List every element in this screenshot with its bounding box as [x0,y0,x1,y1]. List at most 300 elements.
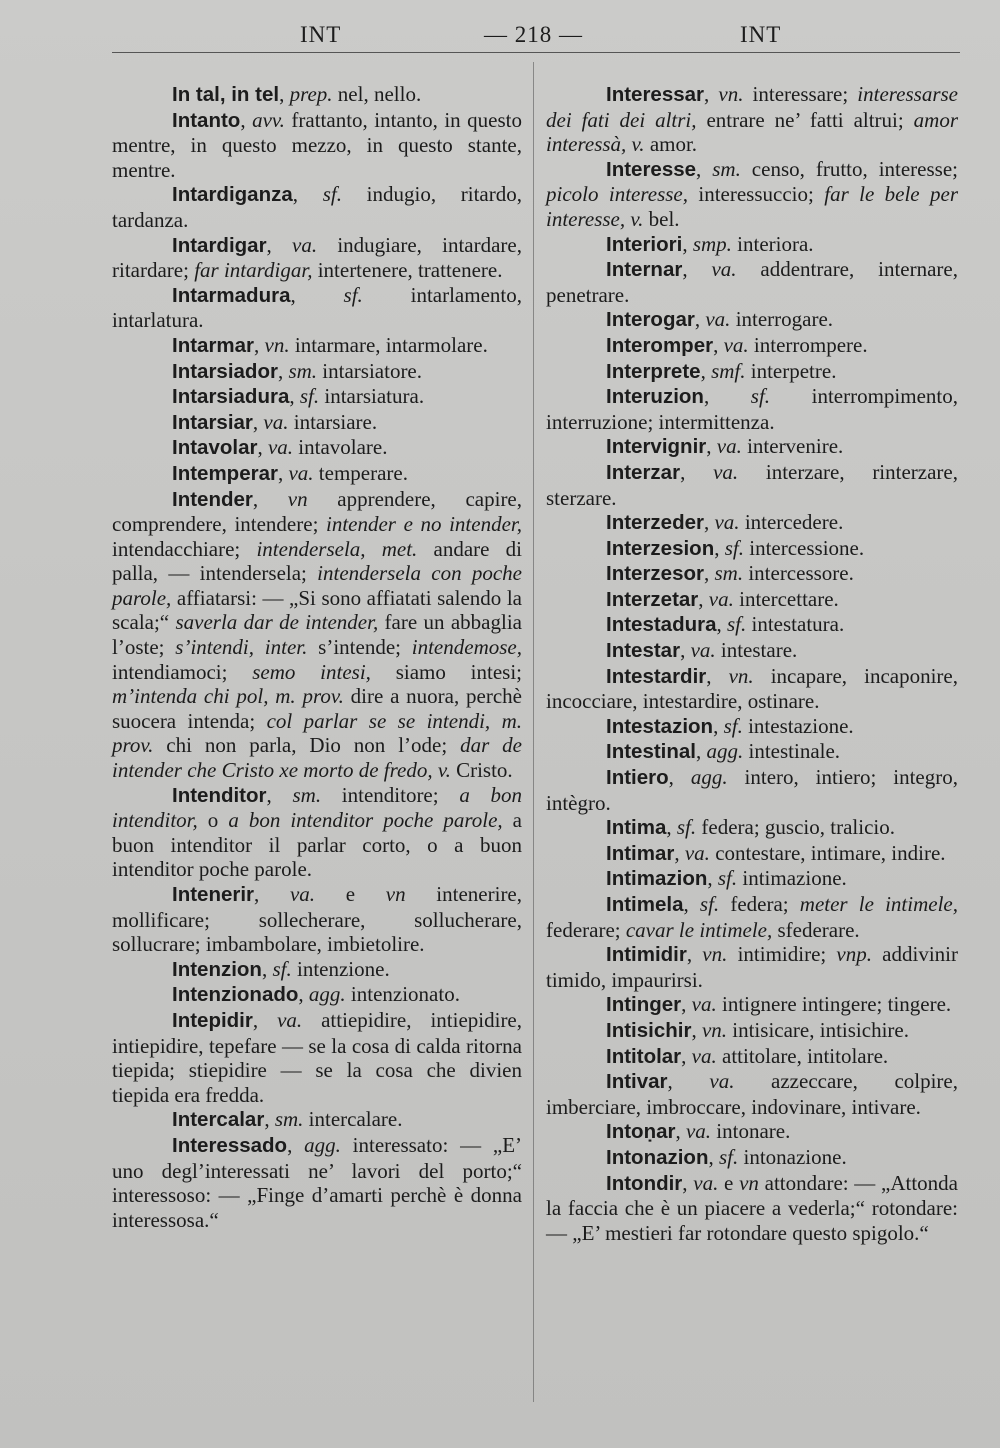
entry-italic-text: sf. [272,956,292,981]
dictionary-entry [546,257,958,307]
entry-text: apprendere, capire, comprendere, intendere; [112,486,523,537]
entry-text: intarsiatore. [317,358,423,383]
entry-text: intero, intiero; integro, intègro. [546,765,959,815]
entry-text: intarsiatura. [319,384,425,409]
entry-headword: Interzar [606,460,681,484]
dictionary-entry [546,664,958,714]
entry-headword: Interprete [606,359,701,383]
entry-text: intendacchiare; [112,536,257,561]
entry-headword: Interzesion [606,536,715,560]
page-number: — 218 — [484,22,583,47]
entry-text: Cristo. [450,758,513,783]
entry-text: intarsiare. [288,409,378,434]
entry-text: , [277,358,289,383]
entry-text: indugiare, intardare, ritardare; [112,232,522,283]
dictionary-entry [546,612,958,638]
entry-text: , [254,882,290,906]
entry-text: , [254,332,265,357]
entry-text: , [264,1107,275,1132]
entry-text: intestatura. [746,612,845,637]
dictionary-entry [112,1133,522,1232]
entry-headword: Intestardir [606,664,707,688]
entry-italic-text: agg. [308,982,346,1007]
entry-text: , [703,510,715,535]
entry-italic-text: va. [684,840,710,865]
entry-text: intestare. [715,638,798,663]
entry-headword: Intinger [606,993,682,1017]
header-left-guide-word: INT [300,22,342,47]
entry-text: censo, frutto, interesse; [740,156,958,181]
entry-italic-text: vn. [264,332,290,357]
entry-italic-text: picolo interesse, [546,182,688,207]
entry-italic-text: vn [385,882,406,906]
entry-italic-text: prep. [289,82,333,106]
entry-text: , [292,182,323,207]
dictionary-entry [546,587,958,613]
column-divider [533,62,534,1402]
entry-text: temperare. [313,460,408,485]
dictionary-entry [546,942,958,992]
entry-text: interessare; [743,82,858,106]
entry-text: intenerire, mollificare; sollecherare, sollucherare, sollucrare; imbambolare, imbietolire. [112,882,523,957]
dictionary-entry [546,384,958,434]
entry-text: , [714,535,725,560]
entry-text: intercettare. [733,586,839,611]
entry-italic-text: vn. [702,942,728,967]
dictionary-entry [546,714,958,740]
entry-italic-text: va. [723,332,749,357]
entry-italic-text: sf. [723,713,743,738]
entry-text: , [703,561,715,586]
entry-text: azzeccare, colpire, imberciare, imbroccare, indovinare, intivare. [546,1069,958,1119]
entry-text: intignere intingere; tingere. [716,992,952,1017]
entry-text: sfederare. [772,917,860,942]
header-rule [112,52,960,53]
entry-italic-text: va. [714,510,740,535]
entry-italic-text: va. [263,409,289,434]
entry-text: intimazione. [737,866,847,891]
entry-italic-text: a bon intenditor, [112,782,523,833]
entry-text: , [680,459,714,484]
entry-text: contestare, intimare, indire. [709,840,946,865]
entry-headword: Intondir [606,1171,683,1195]
entry-italic-text: va. [711,257,737,282]
entry-text: attiepidire, intiepidire, intiepidire, tepefare — se la cosa di calda ritorna tiepida; stiepidire — se la cosa che divien tiepida era fredda. [112,1007,523,1107]
entry-headword: Interzetar [606,587,699,611]
dictionary-entry [546,1069,958,1119]
dictionary-entry [112,1107,522,1133]
entry-headword: Intarsiador [172,359,278,383]
entry-italic-text: interessarse dei fati dei altri, [546,82,958,132]
entry-text: a buon intenditor il parlar corto, o a buon intenditor poche parole. [112,808,522,882]
entry-italic-text: vn [739,1170,759,1195]
entry-headword: Interiori [606,232,683,256]
dictionary-entry [546,510,958,536]
entry-text: intarlamento, intarlatura. [112,282,522,333]
entry-headword: Intivar [606,1070,668,1094]
entry-headword: Interessado [172,1133,288,1157]
entry-headword: Intestinal [606,740,696,764]
entry-text: intendiamoci; [112,659,253,684]
entry-headword: Intoṇar [606,1120,676,1144]
entry-text: intercessione. [743,535,865,560]
entry-text: , [694,307,706,332]
entry-text: frattanto, intanto, in questo mentre, in questo mezzo, in questo stante, mentre. [112,107,523,182]
entry-italic-text: intendersela con poche parole, [112,561,522,610]
entry-headword: Intarsiar [172,410,253,434]
entry-italic-text: sm. [712,156,741,181]
entry-italic-text: sf. [750,384,771,409]
entry-italic-text: vn [287,486,308,511]
right-column [546,82,958,1245]
dictionary-entry [546,739,958,765]
entry-headword: Intarmadura [172,283,291,307]
entry-italic-text: sf. [727,612,747,637]
entry-headword: Intervignir [606,435,707,459]
entry-italic-text: va. [292,232,318,257]
entry-text: intimidire; [727,942,837,967]
entry-text: , [289,384,300,409]
header-right-guide-word: INT [740,22,782,47]
entry-text: , [257,435,268,460]
dictionary-entry [546,157,958,232]
entry-italic-text: agg. [304,1132,341,1157]
entry-text: , [668,765,691,790]
dictionary-entry [112,461,522,487]
entry-text: , [666,815,677,840]
entry-italic-text: smf. [711,358,746,383]
entry-text: intestinale. [743,739,841,764]
entry-text: federare; [546,917,626,942]
entry-text: intavolare. [293,435,388,460]
entry-italic-text: va. [693,1170,719,1195]
entry-italic-text: intender e no intender, [326,512,522,537]
entry-headword: Intenerir [172,883,255,906]
dictionary-entry [546,307,958,333]
entry-text: intarmare, intarmolare. [289,332,488,357]
entry-headword: Interessar [606,83,705,106]
dictionary-entry [546,359,958,385]
entry-headword: Intardigar [172,233,267,257]
entry-italic-text: saverla dar de intender, [175,610,379,635]
entry-text: , [716,612,727,637]
entry-headword: Intarsiadura [172,385,290,409]
entry-text: interiora. [731,231,814,256]
entry-italic-text: vn. [701,1017,728,1042]
entry-headword: Intepidir [172,1008,253,1032]
entry-text: interessuccio; [688,182,825,207]
entry-text: intenditore; [321,782,460,807]
entry-italic-text: col parlar se se intendi, m. prov. [112,708,522,758]
entry-text: interzare, rinterzare, sterzare. [546,459,959,510]
entry-text: federa; [719,892,800,916]
entry-headword: Intanto [172,108,241,132]
dictionary-entry [546,561,958,587]
entry-text: , [680,638,691,663]
entry-text: , [682,231,693,256]
entry-text: chi non parla, Dio non l’ode; [153,733,461,758]
entry-text: interrogare. [730,307,834,332]
dictionary-entry [112,182,522,232]
dictionary-entry [546,992,958,1018]
entry-headword: Intimar [606,841,675,865]
entry-text: , [704,82,719,106]
entry-italic-text: sf. [724,535,744,560]
entry-italic-text: sm. [292,782,322,807]
dictionary-entry [546,765,958,815]
entry-italic-text: agg. [690,765,728,790]
entry-italic-text: va. [708,586,734,611]
dictionary-entry [112,783,522,882]
entry-text: , [667,1069,710,1094]
entry-text: intenzione. [291,956,390,981]
entry-headword: Intender [172,487,253,511]
entry-headword: Intardiganza [172,183,293,207]
running-header [112,22,960,52]
entry-italic-text: va. [691,992,717,1017]
left-column [112,82,522,1232]
dictionary-entry [546,460,958,510]
dictionary-entry [112,410,522,436]
entry-text: , [691,1017,702,1042]
entry-italic-text: m’intenda chi pol, m. prov. [112,684,344,709]
dictionary-entry [546,892,958,942]
entry-text: e [315,882,386,906]
entry-text: , [682,1170,694,1195]
entry-italic-text: va. [267,435,294,460]
entry-italic-text: intendersela, met. [256,536,418,561]
entry-text: intervenire. [741,434,844,459]
entry-headword: Intarmar [172,333,255,357]
dictionary-entry [112,957,522,983]
dictionary-entry [112,982,522,1008]
entry-text: addentrare, internare, penetrare. [546,257,958,307]
entry-text: , [675,1119,686,1144]
entry-text: , [681,992,692,1017]
entry-italic-text: va. [713,459,739,484]
dictionary-entry [546,1171,958,1246]
entry-text: o [197,808,229,833]
entry-text: , [707,866,718,891]
entry-headword: Intemperar [172,461,278,485]
dictionary-entry [112,82,522,108]
entry-text: interpetre. [745,358,837,383]
entry-italic-text: va. [289,882,316,906]
entry-headword: Interogar [606,308,695,332]
entry-italic-text: vnp. [836,942,872,967]
dictionary-entry [546,82,958,157]
dictionary-entry [112,359,522,385]
entry-italic-text: a bon intenditor poche parole, [228,808,503,833]
entry-italic-text: va. [691,1043,717,1068]
entry-italic-text: sf. [676,815,697,840]
entry-text: , [252,486,288,511]
entry-italic-text: avv. [252,107,285,132]
dictionary-entry [112,233,522,283]
entry-italic-text: dar de intender che Cristo xe morto de fredo, v. [112,733,522,783]
entry-text: , [686,942,703,967]
entry-italic-text: sm. [288,358,318,383]
entry-headword: In tal, in tel [172,83,280,106]
dictionary-entry [546,841,958,867]
entry-italic-text: sf. [699,892,720,916]
dictionary-entry [112,487,522,783]
entry-headword: Internar [606,258,683,282]
entry-text: , [713,713,724,738]
entry-text: dire a nuora, perchè suocera intenda; [112,684,522,733]
entry-text: andare di palla, — intendersela; [112,536,523,586]
entry-text: , [266,782,293,807]
entry-italic-text: sf. [717,866,738,891]
dictionary-entry [546,1018,958,1044]
entry-headword: Interomper [606,333,714,357]
dictionary-entry [546,1145,958,1171]
entry-text: , [700,358,712,383]
entry-headword: Intenditor [172,783,267,807]
entry-text: , [696,156,713,181]
entry-italic-text: intendemose, [411,635,522,660]
entry-text: attitolare, intitolare. [716,1043,889,1068]
entry-text: intercessore. [743,561,854,586]
dictionary-entry [112,108,522,183]
entry-text: affiatarsi: — „Si sono affiatati salendo la scala;“ [112,585,522,635]
entry-text: , [706,434,717,459]
entry-text: intonazione. [738,1144,847,1169]
dictionary-entry [546,536,958,562]
entry-text: , [277,460,289,485]
entry-italic-text: sm. [274,1107,304,1132]
entry-text: intenzionato. [345,982,460,1007]
entry-headword: Intima [606,816,667,840]
entry-text: , [681,1043,692,1068]
entry-headword: Intestadura [606,613,717,637]
entry-headword: Intavolar [172,436,258,460]
entry-italic-text: sf. [343,282,363,307]
entry-text: attondare: — „Attonda la faccia che è un piacere a vederla;“ rotondare: — „E’ mestieri far rotondare questo spigolo.“ [546,1170,958,1245]
dictionary-entry [112,435,522,461]
entry-headword: Intenzion [172,957,262,981]
entry-headword: Intonazion [606,1145,709,1169]
entry-text: , [252,409,264,434]
entry-italic-text: meter le intimele, [799,892,958,916]
dictionary-entry [546,333,958,359]
entry-headword: Intisichir [606,1018,692,1042]
entry-italic-text: s’intendi, inter. [175,635,308,660]
entry-text: , [279,82,290,106]
entry-italic-text: va. [288,460,314,485]
entry-headword: Interzesor [606,562,704,586]
dictionary-entry [112,283,522,333]
entry-italic-text: far le bele per interesse, v. [546,182,959,231]
entry-italic-text: va. [277,1007,303,1032]
entry-text: , [261,956,273,981]
entry-text: incapare, incaponire, incocciare, intestardire, ostinare. [546,663,958,714]
entry-text: , [266,232,293,257]
entry-italic-text: agg. [706,739,744,764]
dictionary-entry [546,1119,958,1145]
entry-italic-text: va. [690,638,716,663]
entry-text: intestazione. [742,713,854,738]
entry-text: indugio, ritardo, tardanza. [112,182,522,232]
dictionary-entry [546,434,958,460]
entry-headword: Interzeder [606,511,704,535]
entry-text: intonare. [711,1119,791,1144]
entry-headword: Intiero [606,766,669,790]
dictionary-entry [112,882,522,957]
entry-text: intertenere, trattenere. [312,258,503,283]
entry-italic-text: smp. [692,231,732,256]
entry-text: e [718,1170,740,1195]
entry-text: intisicare, intisichire. [727,1017,909,1042]
entry-headword: Intimidir [606,943,687,967]
entry-headword: Interesse [606,157,697,181]
entry-text: interessato: — „E’ uno degl’interessati ne’ lavori del porto;“ interessoso: — „Finge d’amarti perchè è donna interessosa.“ [112,1132,523,1232]
dictionary-entry [546,1044,958,1070]
entry-headword: Intestar [606,639,681,663]
entry-text: , [290,282,344,307]
dictionary-entry [112,333,522,359]
entry-italic-text: vn. [728,663,754,688]
dictionary-entry [112,1008,522,1107]
dictionary-entry [546,866,958,892]
entry-text: , [703,384,751,409]
entry-italic-text: amor interessà, v. [546,107,958,157]
entry-italic-text: va. [705,307,731,332]
entry-text: , [287,1132,305,1157]
entry-italic-text: sf. [322,182,342,207]
entry-text: fare un abbaglia l’oste; [112,610,522,660]
dictionary-entry [546,232,958,258]
entry-text: interrompimento, interruzione; intermittenza. [546,384,958,434]
entry-text: , [240,107,253,132]
entry-italic-text: sf. [299,384,320,409]
dictionary-entry [112,384,522,410]
entry-text: intercalare. [303,1107,403,1132]
entry-text: amor. [644,132,698,157]
dictionary-entry [546,638,958,664]
dictionary-entry [546,815,958,841]
entry-text: interrompere. [748,332,868,357]
entry-headword: Intenzionado [172,983,299,1007]
entry-text: , [713,332,724,357]
entry-text: nel, nello. [332,82,422,106]
entry-text: federa; guscio, tralicio. [696,815,895,840]
entry-italic-text: va. [709,1069,735,1094]
entry-text: siamo intesi; [370,659,522,684]
entry-italic-text: va. [716,434,742,459]
entry-text: , [683,892,700,916]
entry-italic-text: va. [685,1119,712,1144]
entry-italic-text: semo intesi, [252,659,371,684]
entry-text: addivinir timido, impaurirsi. [546,942,958,992]
entry-italic-text: cavar le intimele, [625,917,773,942]
entry-text: bel. [643,206,680,231]
entry-text: s’intende; [307,635,412,660]
entry-text: entrare ne’ fatti altrui; [696,107,914,132]
entry-headword: Intitolar [606,1044,682,1068]
entry-text: , [252,1007,278,1032]
entry-text: , [674,840,685,865]
entry-text: , [708,1144,719,1169]
entry-italic-text: sf. [718,1144,739,1169]
entry-headword: Intimela [606,893,684,916]
entry-text: , [696,739,707,764]
entry-italic-text: sm. [714,561,744,586]
entry-text: , [298,982,309,1007]
entry-italic-text: vn. [718,82,744,106]
entry-text: , [682,257,712,282]
entry-headword: Intercalar [172,1108,265,1132]
